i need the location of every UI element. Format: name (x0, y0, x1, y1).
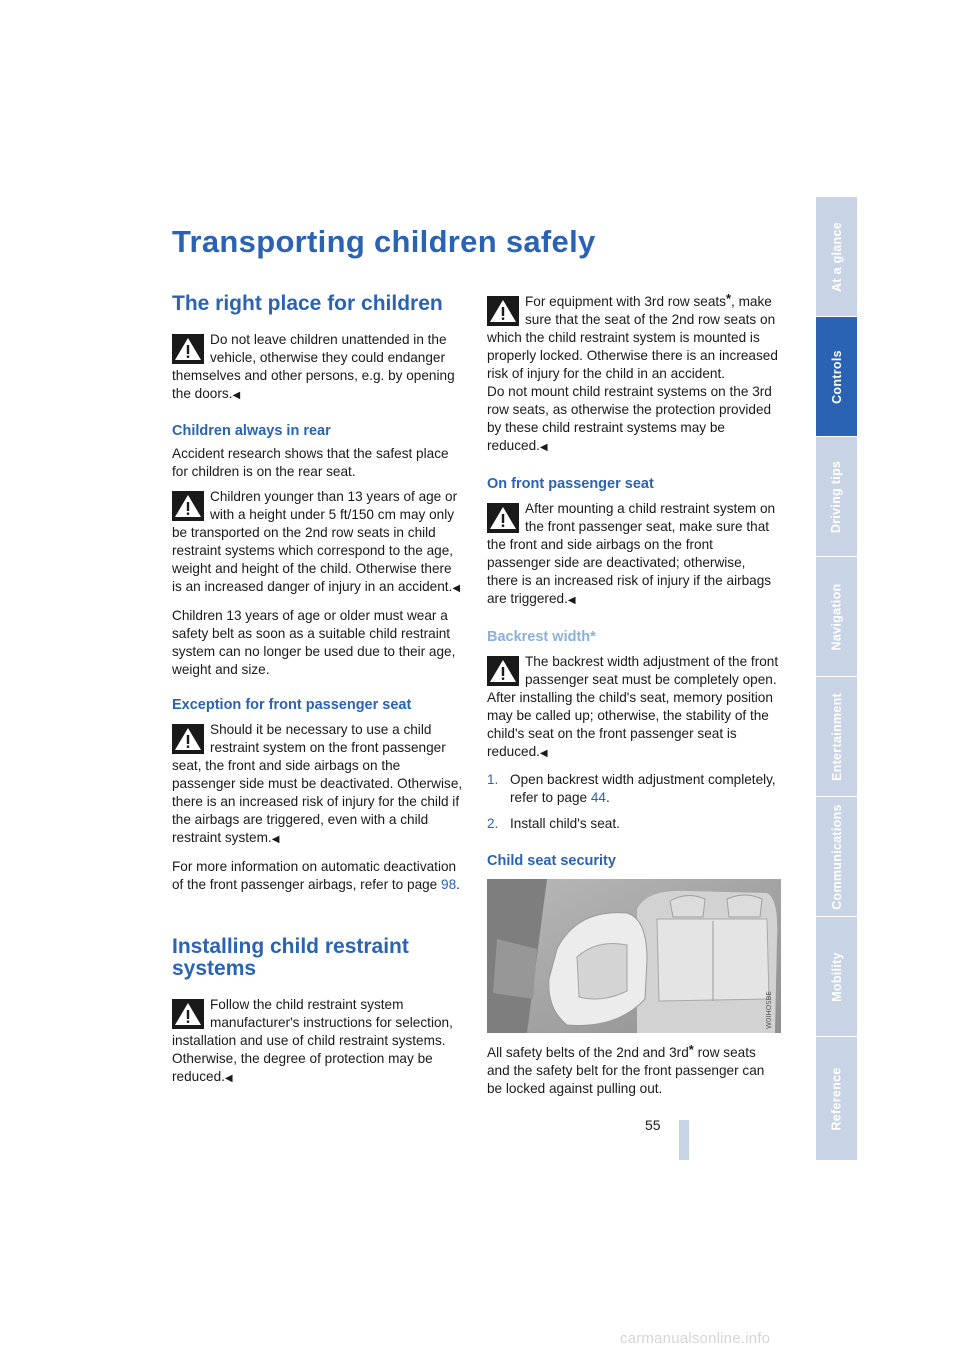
step-1: 1. Open backrest width adjustment completely, refer to page 44. (487, 772, 776, 805)
heading-right-place: The right place for children (172, 292, 443, 315)
warning-unattended (172, 331, 464, 405)
heading-on-front-passenger: On front passenger seat (487, 476, 654, 492)
warning-text: Should it be necessary to use a child restraint system on the front passenger seat, the front and side airbags on the passenger side must be deactivated. Otherwise, there is an increased risk of injury for the child if the airbags are triggered, even with a child restraint system. (172, 722, 463, 845)
warning-triangle-icon (172, 724, 204, 754)
step-number: 2. (487, 816, 499, 831)
tab-navigation[interactable]: Navigation (816, 557, 857, 677)
step-number: 1. (487, 772, 499, 787)
end-mark-icon: ◀ (232, 390, 241, 401)
page-link-98[interactable]: 98 (441, 877, 457, 892)
warning-text: The backrest width adjustment of the front passenger seat must be completely open. After installing the child's seat, memory position may be called up; otherwise, the stability of the child's seat on the front passenger seat is reduced. (487, 654, 779, 759)
end-mark-icon: ◀ (539, 442, 548, 453)
more-info-paragraph: For more information on automatic deactivation of the front passenger airbags, refer to page 98. (172, 859, 460, 892)
heading-children-rear: Children always in rear (172, 423, 331, 439)
right-column (487, 293, 779, 1098)
tab-reference[interactable]: Reference (816, 1037, 857, 1161)
warning-text: After mounting a child restraint system on the front passenger seat, make sure that the front and side airbags on the front passenger side are deactivated; otherwise, there is an increased risk of injury if the airbags are triggered. (487, 501, 776, 606)
end-mark-icon: ◀ (271, 834, 280, 845)
warning-triangle-icon (487, 503, 519, 533)
tab-entertainment[interactable]: Entertainment (816, 677, 857, 797)
warning-triangle-icon (487, 296, 519, 326)
belts-paragraph: All safety belts of the 2nd and 3rd* row seats and the safety belt for the front passenger can be locked against pulling out. (487, 1042, 765, 1096)
chapter-tabs (816, 197, 857, 1160)
tab-mobility[interactable]: Mobility (816, 917, 857, 1037)
warning-airbags-deactivated (487, 500, 779, 610)
end-mark-icon: ◀ (567, 595, 576, 606)
tab-controls[interactable]: Controls (816, 317, 857, 437)
warning-triangle-icon (172, 334, 204, 364)
warning-3rd-row: For equipment with 3rd row seats*, make sure that the seat of the 2nd row seats on which the child restraint system is mounted is properly locked. Otherwise there is an increased risk of injury for the child in an accident. Do not mount child restraint systems on the 3rd row seats, as otherwise the protection provided by these child restraint systems may be reduced.◀ (487, 291, 778, 453)
warning-backrest (487, 653, 779, 763)
rear-paragraph: Accident research shows that the safest place for children is on the rear seat. (172, 446, 449, 479)
warning-triangle-icon (487, 656, 519, 686)
warning-under-13 (172, 488, 464, 598)
warning-text: Children younger than 13 years of age or with a height under 5 ft/150 cm may only be transported on the 2nd row seats in child restraint systems which correspond to the age, weight and height of the child. Otherwise there is an increased danger of injury in an accident. (172, 489, 458, 594)
page-number-bar (679, 1120, 689, 1160)
page-number: 55 (645, 1117, 661, 1133)
tab-communications[interactable]: Communications (816, 797, 857, 917)
warning-text: Follow the child restraint system manufacturer's instructions for selection, installation and use of child restraint systems. Otherwise, the degree of protection may be reduced. (172, 997, 453, 1084)
left-column (172, 290, 464, 1088)
asterisk-icon: * (725, 291, 732, 306)
warning-manufacturer (172, 996, 464, 1088)
asterisk-icon: * (688, 1042, 694, 1057)
page-link-44[interactable]: 44 (590, 790, 606, 805)
warning-triangle-icon (172, 491, 204, 521)
warning-front-passenger (172, 721, 464, 849)
step-2: 2. Install child's seat. (487, 816, 620, 831)
end-mark-icon: ◀ (224, 1073, 233, 1084)
heading-child-seat-security: Child seat security (487, 853, 616, 869)
heading-exception: Exception for front passenger seat (172, 697, 412, 713)
page-title: Transporting children safely (172, 224, 596, 259)
heading-installing: Installing child restraint systems (172, 935, 409, 980)
child-seat-photo (487, 879, 781, 1033)
heading-backrest-width: Backrest width* (487, 629, 596, 645)
tab-at-a-glance[interactable]: At a glance (816, 197, 857, 317)
image-code: W0IHOSBE (765, 991, 773, 1029)
warning-text: Do not leave children unattended in the vehicle, otherwise they could endanger themselves and other persons, e.g. by opening the doors. (172, 332, 455, 401)
watermark: carmanualsonline.info (620, 1330, 771, 1347)
end-mark-icon: ◀ (452, 583, 461, 594)
tab-driving-tips[interactable]: Driving tips (816, 437, 857, 557)
end-mark-icon: ◀ (539, 748, 548, 759)
paragraph-13-older: Children 13 years of age or older must wear a safety belt as soon as a suitable child restraint system can no longer be used due to their age, weight and size. (172, 608, 456, 677)
warning-triangle-icon (172, 999, 204, 1029)
